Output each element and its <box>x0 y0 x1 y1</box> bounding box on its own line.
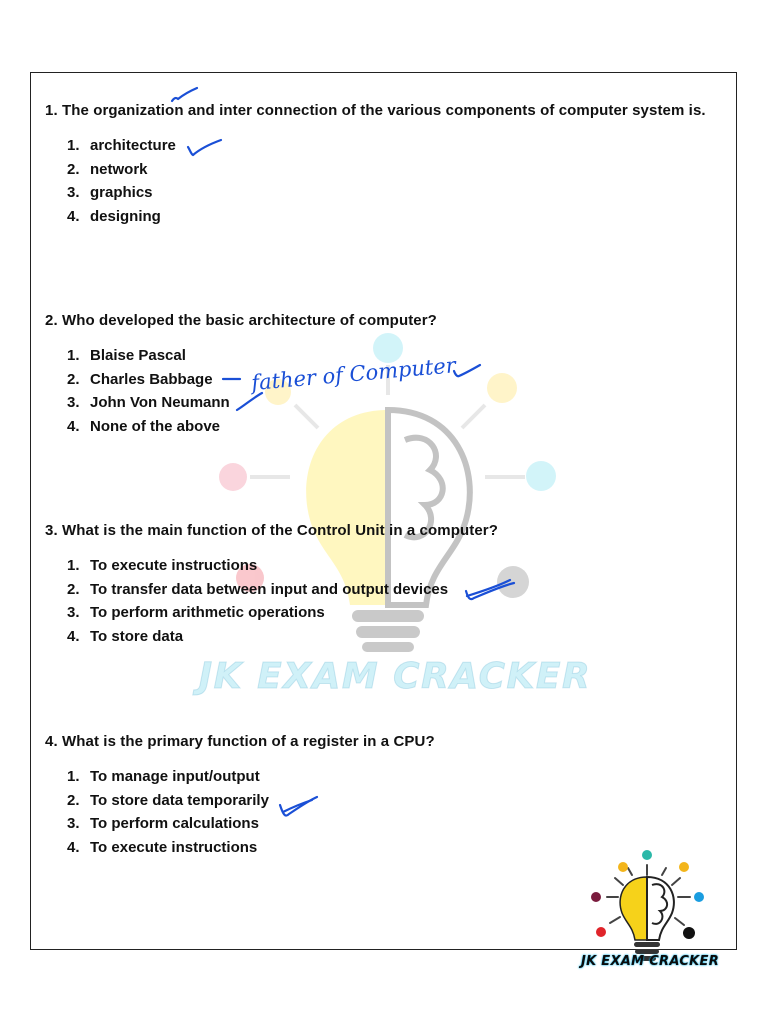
question-2: 2. Who developed the basic architecture of computer? <box>45 312 437 329</box>
option-item: 2. network <box>67 160 148 178</box>
option-item: 4. None of the above <box>67 417 221 435</box>
option-item: 3. graphics <box>67 184 153 201</box>
question-1-options <box>67 134 176 228</box>
question-1: 1. The organization and inter connection of the various components of computer system is. <box>45 102 706 119</box>
option-item: 2. To transfer data between input and output devices <box>67 580 449 598</box>
option-item: 4. designing <box>67 207 161 225</box>
option-item: 2. Charles Babbage <box>67 370 213 388</box>
option-item: 4. To store data <box>67 627 184 645</box>
option-item: 3. To perform arithmetic operations <box>67 604 325 621</box>
question-2-options <box>67 344 230 438</box>
watermark-text: JK EXAM CRACKER <box>198 656 592 697</box>
logo-text: JK EXAM CRACKER <box>580 954 720 969</box>
option-item: 2. To store data temporarily <box>67 791 269 809</box>
option-item: 3. To perform calculations <box>67 815 259 832</box>
option-item: 3. John Von Neumann <box>67 394 230 411</box>
option-item: 4. To execute instructions <box>67 838 258 856</box>
question-4-options <box>67 765 269 859</box>
option-item: 1. To execute instructions <box>67 557 258 574</box>
question-3-options <box>67 554 448 648</box>
option-item: 1. Blaise Pascal <box>67 347 186 364</box>
option-item: 1. architecture <box>67 137 176 154</box>
option-item: 1. To manage input/output <box>67 768 260 785</box>
question-4: 4. What is the primary function of a register in a CPU? <box>45 733 435 750</box>
question-3: 3. What is the main function of the Control Unit in a computer? <box>45 522 498 539</box>
handwritten-note: father of Computer <box>250 353 457 395</box>
